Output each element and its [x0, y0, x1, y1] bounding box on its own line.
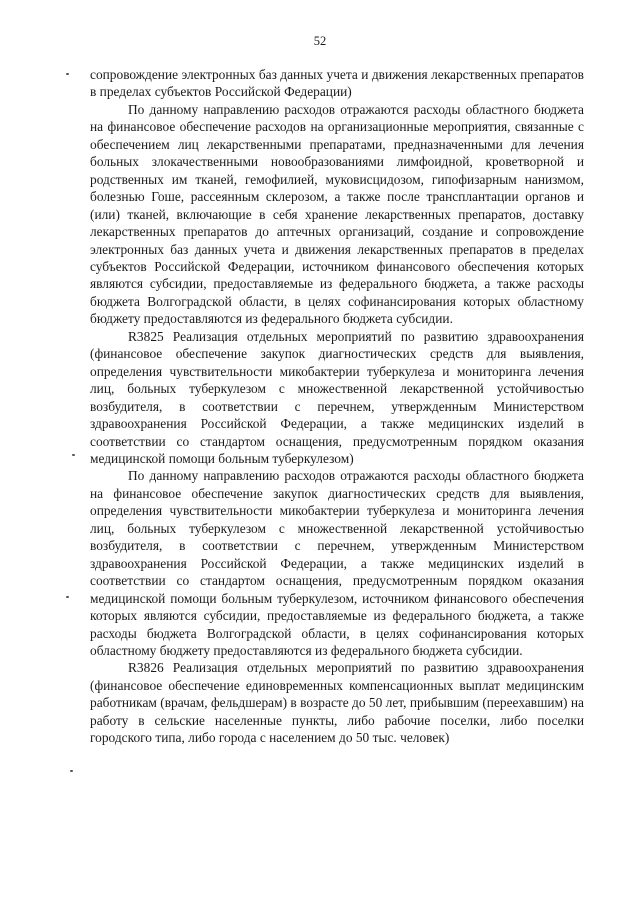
document-body	[90, 66, 584, 747]
scan-mark	[70, 770, 73, 772]
page-number: 52	[313, 34, 327, 48]
paragraph-continuation: сопровождение электронных баз данных учета и движения лекарственных препаратов в пределах субъектов Российской Федерации)	[90, 67, 584, 100]
paragraph-body: По данному направлению расходов отражаются расходы областного бюджета на финансовое обеспечение закупок диагностических средств для выявления, определения чувствительности микобактерии туберкулеза и мониторинга лечения лиц, больных туберкулезом с множественной лекарственной устойчивостью возбудителя, в соответствии с перечнем, утвержденным Министерством здравоохранения Российской Федерации, а также медицинских изделий в соответствии со стандартом оснащения, предусмотренным порядком оказания медицинской помощи больным туберкулезом, источником финансового обеспечения которых являются субсидии, предоставляемые из федерального бюджета, а также расходы бюджета Волгоградской области, в целях софинансирования которых областному бюджету предоставляются из федерального бюджета субсидии.	[90, 468, 584, 658]
scan-mark	[66, 73, 69, 75]
scan-mark	[66, 596, 69, 598]
paragraph-code-r3825: R3825 Реализация отдельных мероприятий по развитию здравоохранения (финансовое обеспечение закупок диагностических средств для выявления, определения чувствительности микобактерии туберкулеза и мониторинга лечения лиц, больных туберкулезом с множественной лекарственной устойчивостью возбудителя, в соответствии с перечнем, утвержденным Министерством здравоохранения Российской Федерации, а также медицинских изделий в соответствии со стандартом оснащения, предусмотренным порядком оказания медицинской помощи больным туберкулезом)	[90, 328, 584, 466]
paragraph-body: По данному направлению расходов отражаются расходы областного бюджета на финансовое обеспечение расходов на организационные мероприятия, связанные с обеспечением лиц лекарственными препаратами, предназначенными для лечения больных злокачественными новообразованиями лимфоидной, кроветворной и родственных им тканей, гемофилией, муковисцидозом, гипофизарным нанизмом, болезнью Гоше, рассеянным склерозом, а также после трансплантации органов и (или) тканей, включающие в себя хранение лекарственных препаратов, доставку лекарственных препаратов до аптечных организаций, создание и сопровождение электронных баз данных учета и движения лекарственных препаратов в пределах субъектов Российской Федерации, источником финансового обеспечения которых являются субсидии, предоставляемые из федерального бюджета, а также расходы бюджета Волгоградской области, в целях софинансирования которых областному бюджету предоставляются из федерального бюджета субсидии.	[90, 101, 584, 327]
scan-mark	[72, 454, 75, 456]
paragraph-code-r3826: R3826 Реализация отдельных мероприятий по развитию здравоохранения (финансовое обеспечение единовременных компенсационных выплат медицинским работникам (врачам, фельдшерам) в возрасте до 50 лет, прибывшим (переехавшим) на работу в сельские населенные пункты, либо рабочие поселки, либо поселки городского типа, либо города с населением до 50 тыс. человек)	[90, 660, 584, 746]
